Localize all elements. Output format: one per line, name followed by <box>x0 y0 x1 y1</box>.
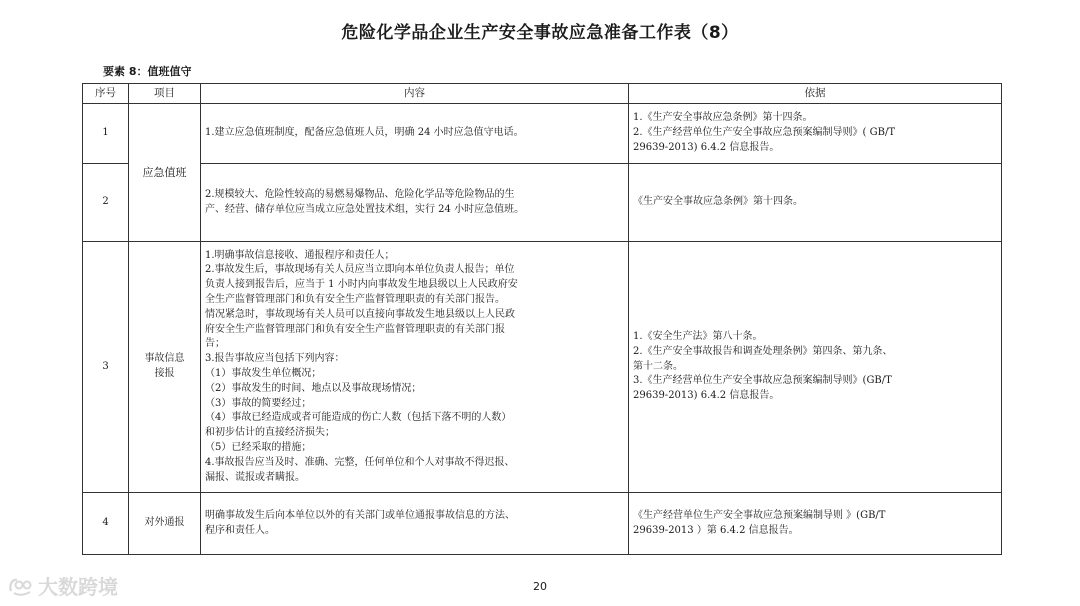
row-no: 1 <box>83 104 129 164</box>
work-table <box>82 83 1002 555</box>
row-basis: 1.《安全生产法》第八十条。 2.《生产安全事故报告和调查处理条例》第四条、第九条、 第十二条。 3.《生产经营单位生产安全事故应急预案编制导则》(GB/T 29639-2013) 6.4.2 信息报告。 <box>629 242 1002 493</box>
page-number: 20 <box>533 580 547 593</box>
row-basis: 《生产经营单位生产安全事故应急预案编制导则 》(GB/T 29639-2013 ）第 6.4.2 信息报告。 <box>629 493 1002 555</box>
row-no: 3 <box>83 242 129 493</box>
row-content: 2.规模较大、危险性较高的易燃易爆物品、危险化学品等危险物品的生 产、经营、储存单位应当成立应急处置技术组，实行 24 小时应急值班。 <box>201 164 629 242</box>
table-header-row <box>83 84 1002 104</box>
item-label: 应急值班 <box>142 165 187 179</box>
row-no: 2 <box>83 164 129 242</box>
table-row <box>83 242 1002 493</box>
row-item: 对外通报 <box>129 493 201 555</box>
table-row <box>83 104 1002 164</box>
row-content: 1.建立应急值班制度，配备应急值班人员，明确 24 小时应急值守电话。 <box>201 104 629 164</box>
row-basis: 1.《生产安全事故应急条例》第十四条。 2.《生产经营单位生产安全事故应急预案编制导则》( GB/T 29639-2013) 6.4.2 信息报告。 <box>629 104 1002 164</box>
row-content: 明确事故发生后向本单位以外的有关部门或单位通报事故信息的方法、 程序和责任人。 <box>201 493 629 555</box>
header-no: 序号 <box>83 84 129 104</box>
row-content: 1.明确事故信息接收、通报程序和责任人； 2.事故发生后，事故现场有关人员应当立即向本单位负责人报告；单位 负责人接到报告后，应当于 1 小时内向事故发生地县级以上人民政府安 全生产监督管理部门和负有安全生产监督管理职责的有关部门报告。 情况紧急时，事故现场有关人员可以直接向事故发生地县级以上人民政 府安全生产监督管理部门和负有安全生产监督管理职责的有关部门报 告； 3.报告事故应当包括下列内容： （1）事故发生单位概况； （2）事故发生的时间、地点以及事故现场情况； （3）事故的简要经过； （4）事故已经造成或者可能造成的伤亡人数（包括下落不明的人数） 和初步估计的直接经济损失； （5）已经采取的措施； 4.事故报告应当及时、准确、完整，任何单位和个人对事故不得迟报、 漏报、谎报或者瞒报。 <box>201 242 629 493</box>
table-row <box>83 164 1002 242</box>
row-item <box>129 104 201 242</box>
row-basis: 《生产安全事故应急条例》第十四条。 <box>629 164 1002 242</box>
row-no: 4 <box>83 493 129 555</box>
watermark-text: 大数跨境 <box>38 575 118 599</box>
header-content: 内容 <box>201 84 629 104</box>
document-title: 危险化学品企业生产安全事故应急准备工作表（8） <box>341 23 739 43</box>
row-item: 事故信息 接报 <box>129 242 201 493</box>
header-item: 项目 <box>129 84 201 104</box>
header-basis: 依据 <box>629 84 1002 104</box>
element-subtitle: 要素 8：值班值守 <box>103 65 192 78</box>
table-row <box>83 493 1002 555</box>
